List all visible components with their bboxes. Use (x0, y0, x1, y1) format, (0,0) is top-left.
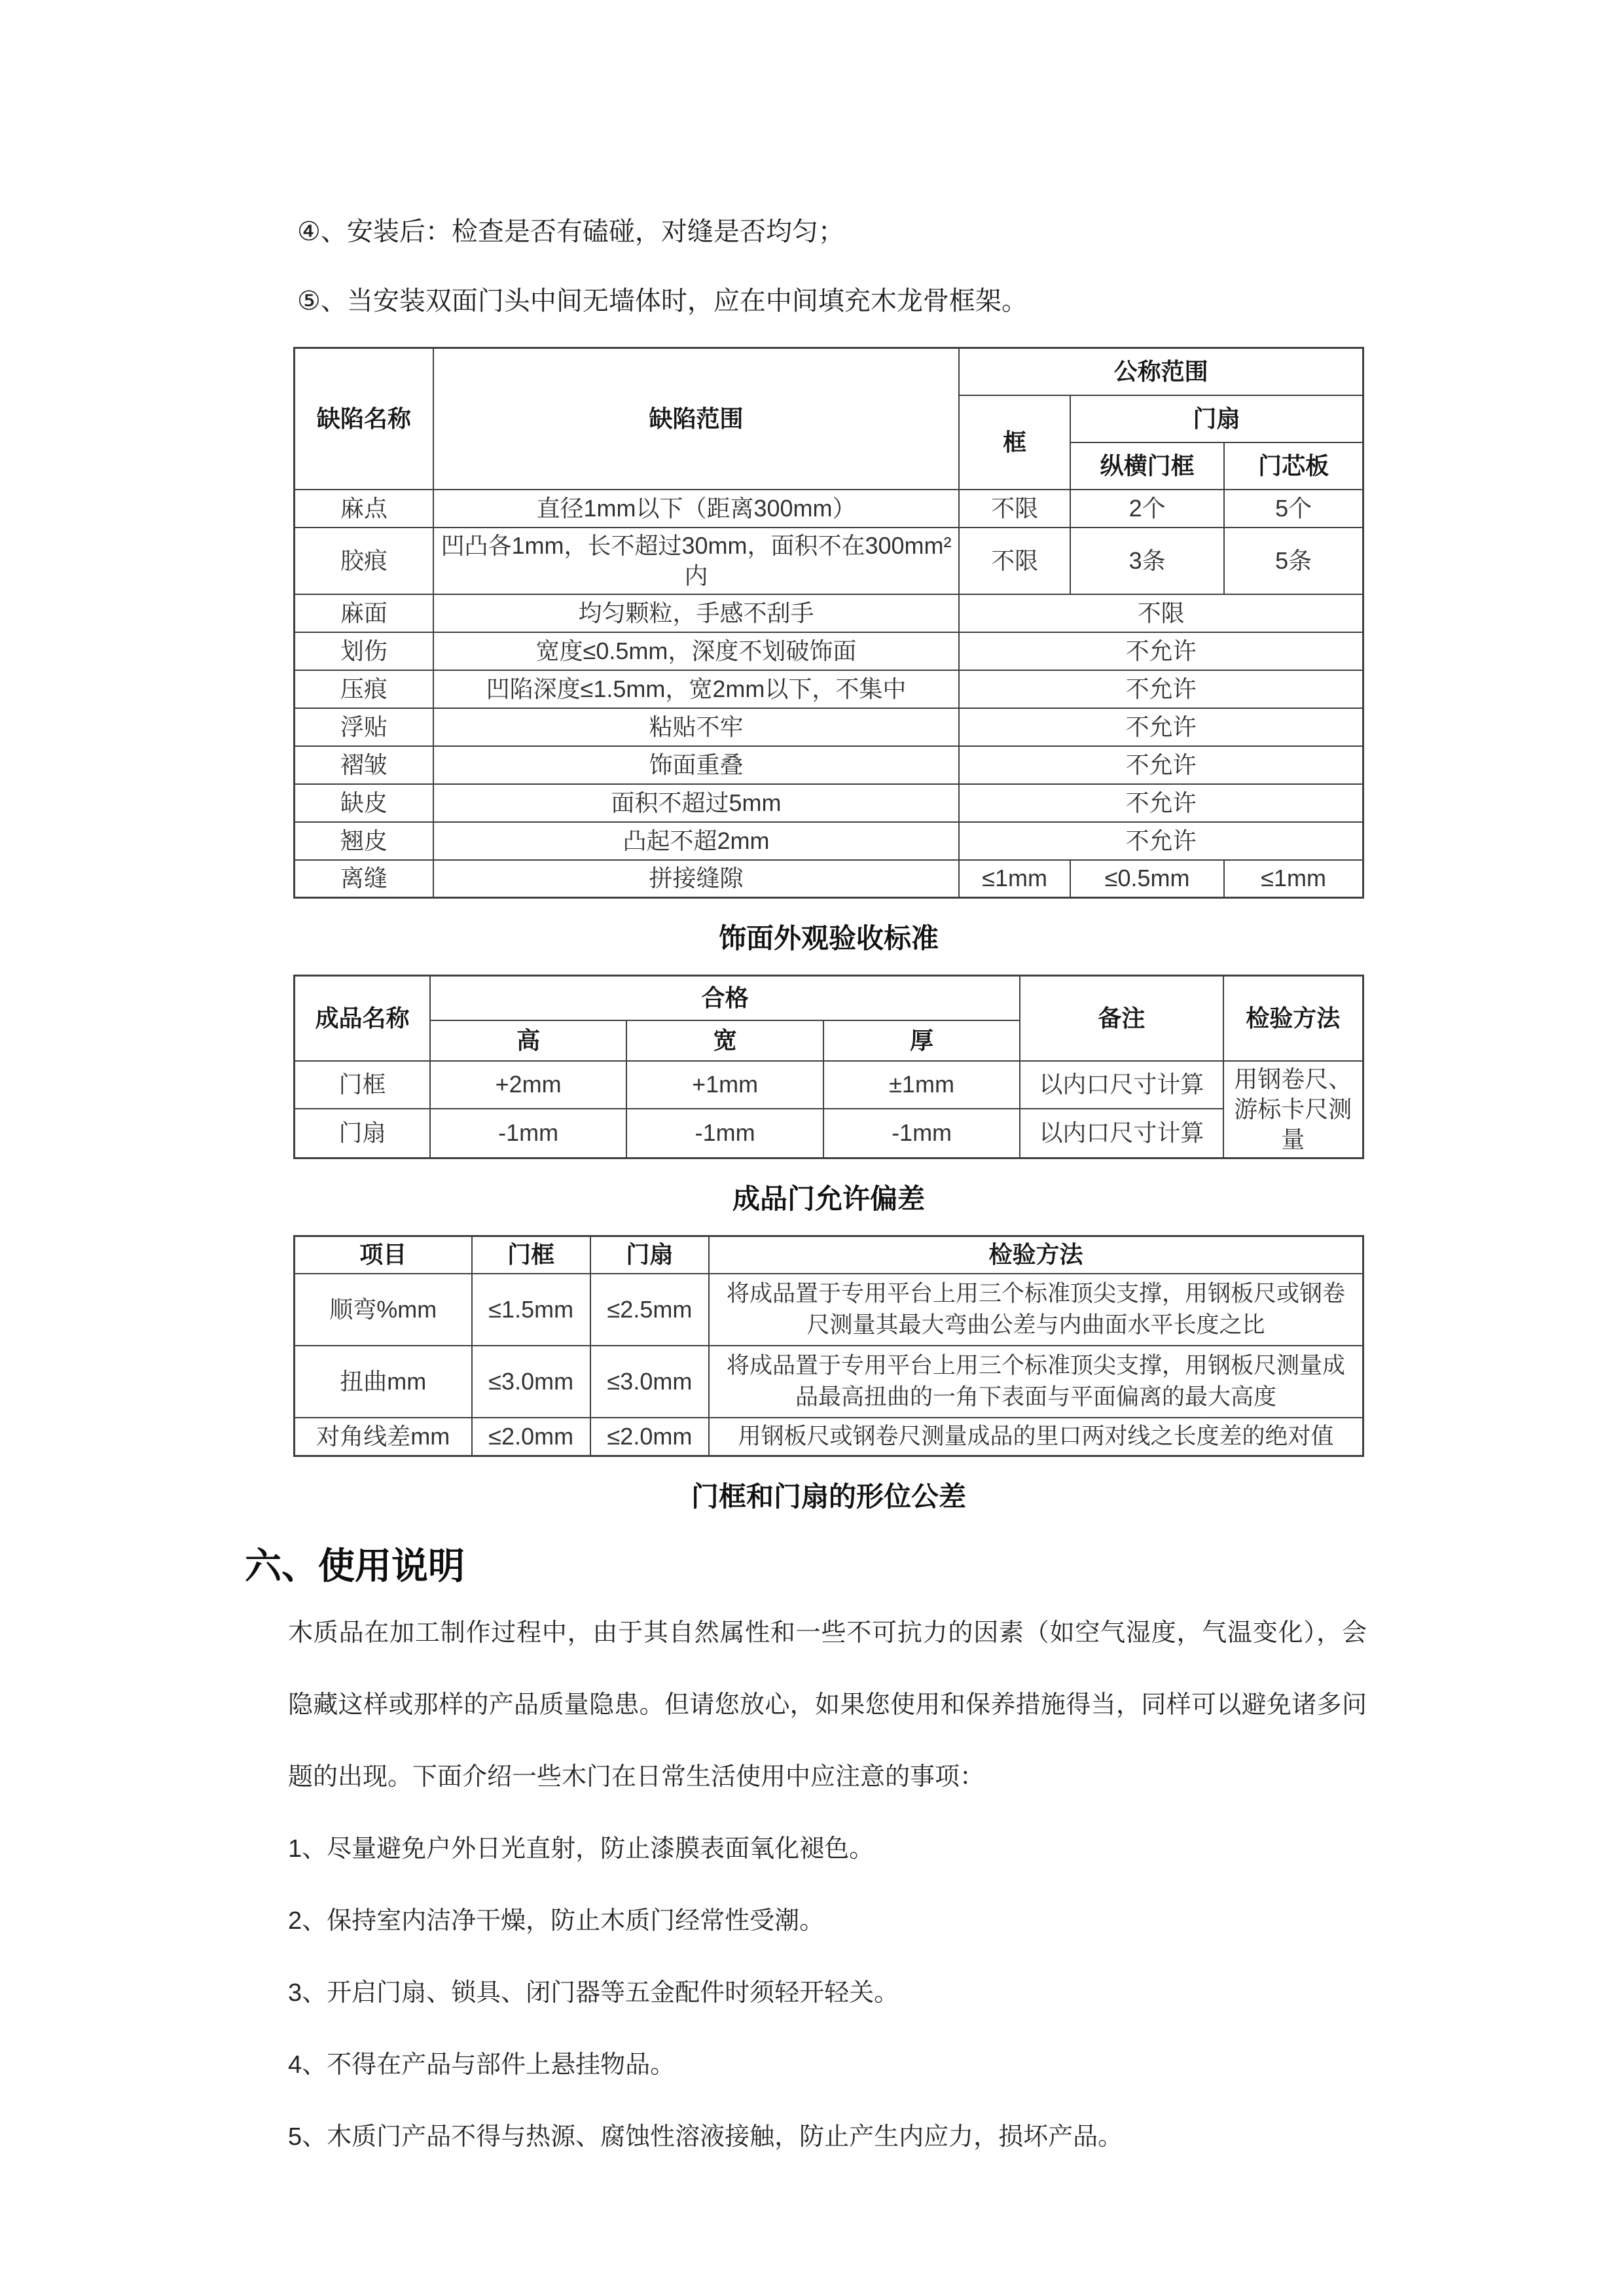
col-core-panel: 门芯板 (1224, 442, 1363, 490)
col-door-leaf: 门扇 (590, 1236, 709, 1274)
cell: 凹凸各1mm，长不超过30mm，面积不在300mm²内 (433, 528, 959, 594)
cell: 以内口尺寸计算 (1020, 1061, 1223, 1109)
usage-item-3: 3、开启门扇、锁具、闭门器等五金配件时须轻开轻关。 (288, 1979, 899, 2007)
cell: -1mm (626, 1109, 823, 1158)
col-item: 项目 (295, 1236, 472, 1274)
table-row (295, 746, 1363, 784)
cell: 褶皱 (295, 746, 433, 784)
cell: ≤1.5mm (472, 1274, 590, 1346)
table-row (295, 670, 1363, 708)
col-door-frame: 门框 (472, 1236, 590, 1274)
cell: 不允许 (959, 784, 1363, 822)
col-nominal-range: 公称范围 (959, 348, 1363, 395)
cell: ≤1mm (1224, 860, 1363, 898)
cell: 5条 (1224, 528, 1363, 594)
table-row (295, 1346, 1363, 1418)
col-inspection-method: 检验方法 (1223, 976, 1363, 1061)
cell: 粘贴不牢 (433, 708, 959, 746)
table-header-row (295, 1236, 1363, 1274)
col-product-name: 成品名称 (295, 976, 430, 1061)
usage-item-5: 5、木质门产品不得与热源、腐蚀性溶液接触，防止产生内应力，损坏产品。 (288, 2123, 1123, 2151)
table-row (295, 528, 1363, 594)
cell: 用钢板尺或钢卷尺测量成品的里口两对线之长度差的绝对值 (709, 1418, 1363, 1456)
table-row (295, 1061, 1363, 1109)
cell: ±1mm (823, 1061, 1020, 1109)
cell: 门扇 (295, 1109, 430, 1158)
cell: 离缝 (295, 860, 433, 898)
table-row (295, 632, 1363, 670)
cell: 不允许 (959, 822, 1363, 860)
cell: ≤3.0mm (590, 1346, 709, 1418)
cell: 浮贴 (295, 708, 433, 746)
cell: 2个 (1070, 490, 1224, 528)
cell: ≤2.0mm (590, 1418, 709, 1456)
table-row (295, 822, 1363, 860)
cell: ≤0.5mm (1070, 860, 1224, 898)
cell: 缺皮 (295, 784, 433, 822)
cell: 将成品置于专用平台上用三个标准顶尖支撑，用钢板尺测量成品最高扭曲的一角下表面与平面偏离的最大高度 (709, 1346, 1363, 1418)
cell: 不限 (959, 528, 1070, 594)
cell: ≤1mm (959, 860, 1070, 898)
dimension-tolerance-table (293, 975, 1364, 1159)
table-header-row (295, 348, 1363, 395)
cell: 面积不超过5mm (433, 784, 959, 822)
col-defect-range: 缺陷范围 (433, 348, 959, 490)
cell: +1mm (626, 1061, 823, 1109)
cell: ≤3.0mm (472, 1346, 590, 1418)
cell: 将成品置于专用平台上用三个标准顶尖支撑，用钢板尺或钢卷尺测量其最大弯曲公差与内曲面水平长度之比 (709, 1274, 1363, 1346)
cell: 拼接缝隙 (433, 860, 959, 898)
usage-item-1: 1、尽量避免户外日光直射，防止漆膜表面氧化褪色。 (288, 1835, 875, 1863)
cell: 胶痕 (295, 528, 433, 594)
col-thickness: 厚 (823, 1020, 1020, 1061)
form-position-tolerance-table (293, 1235, 1364, 1458)
cell: 门框 (295, 1061, 430, 1109)
form-position-table-caption: 门框和门扇的形位公差 (691, 1481, 966, 1512)
veneer-table-caption: 饰面外观验收标准 (718, 923, 939, 954)
cell: ≤2.5mm (590, 1274, 709, 1346)
table-row (295, 1274, 1363, 1346)
usage-item-2: 2、保持室内洁净干燥，防止木质门经常性受潮。 (288, 1907, 825, 1935)
cell: 不限 (959, 490, 1070, 528)
cell: 扭曲mm (295, 1346, 472, 1418)
col-qualified: 合格 (430, 976, 1020, 1020)
table-row (295, 490, 1363, 528)
table-row (295, 860, 1363, 898)
table-row (295, 708, 1363, 746)
page-content (245, 215, 1367, 2173)
install-note-5: ⑤、当安装双面门头中间无墙体时，应在中间填充木龙骨框架。 (297, 287, 1028, 315)
col-height: 高 (430, 1020, 626, 1061)
cell: 顺弯%mm (295, 1274, 472, 1346)
cell: 不允许 (959, 708, 1363, 746)
cell: +2mm (430, 1061, 626, 1109)
cell: 压痕 (295, 670, 433, 708)
col-frame: 框 (959, 395, 1070, 490)
col-inspection-method: 检验方法 (709, 1236, 1363, 1274)
table-row (295, 784, 1363, 822)
table-row (295, 1418, 1363, 1456)
cell: 均匀颗粒，手感不刮手 (433, 594, 959, 632)
cell: 不允许 (959, 632, 1363, 670)
usage-intro-paragraph: 木质品在加工制作过程中，由于其自然属性和一些不可抗力的因素（如空气湿度，气温变化），会隐藏这样或那样的产品质量隐患。但请您放心，如果您使用和保养措施得当，同样可以避免诸多问题的出现。下面介绍一些木门在日常生活使用中应注意的事项： (288, 1619, 1367, 1791)
cell: ≤2.0mm (472, 1418, 590, 1456)
col-remark: 备注 (1020, 976, 1223, 1061)
cell: 5个 (1224, 490, 1363, 528)
cell: 用钢卷尺、游标卡尺测量 (1223, 1061, 1363, 1158)
col-door-leaf: 门扇 (1070, 395, 1363, 442)
col-defect-name: 缺陷名称 (295, 348, 433, 490)
cell: -1mm (823, 1109, 1020, 1158)
cell: 宽度≤0.5mm，深度不划破饰面 (433, 632, 959, 670)
usage-list (288, 1813, 1364, 2173)
cell: 不允许 (959, 746, 1363, 784)
usage-item-4: 4、不得在产品与部件上悬挂物品。 (288, 2051, 676, 2079)
cell: 以内口尺寸计算 (1020, 1109, 1223, 1158)
cell: 不允许 (959, 670, 1363, 708)
table-header-row (295, 976, 1363, 1020)
col-vh-frame: 纵横门框 (1070, 442, 1224, 490)
veneer-defect-table (293, 347, 1364, 899)
cell: 对角线差mm (295, 1418, 472, 1456)
cell: 直径1mm以下（距离300mm） (433, 490, 959, 528)
col-width: 宽 (626, 1020, 823, 1061)
install-note-4: ④、安装后：检查是否有磕碰，对缝是否均匀； (297, 217, 844, 246)
cell: 凸起不超2mm (433, 822, 959, 860)
cell: 饰面重叠 (433, 746, 959, 784)
dimension-table-caption: 成品门允许偏差 (732, 1183, 925, 1214)
cell: 3条 (1070, 528, 1224, 594)
cell: 麻点 (295, 490, 433, 528)
cell: 划伤 (295, 632, 433, 670)
cell: 麻面 (295, 594, 433, 632)
table-row (295, 1109, 1363, 1158)
table-row (295, 594, 1363, 632)
cell: -1mm (430, 1109, 626, 1158)
cell: 翘皮 (295, 822, 433, 860)
cell: 不限 (959, 594, 1363, 632)
cell: 凹陷深度≤1.5mm，宽2mm以下，不集中 (433, 670, 959, 708)
section-heading-usage: 六、使用说明 (245, 1545, 465, 1587)
